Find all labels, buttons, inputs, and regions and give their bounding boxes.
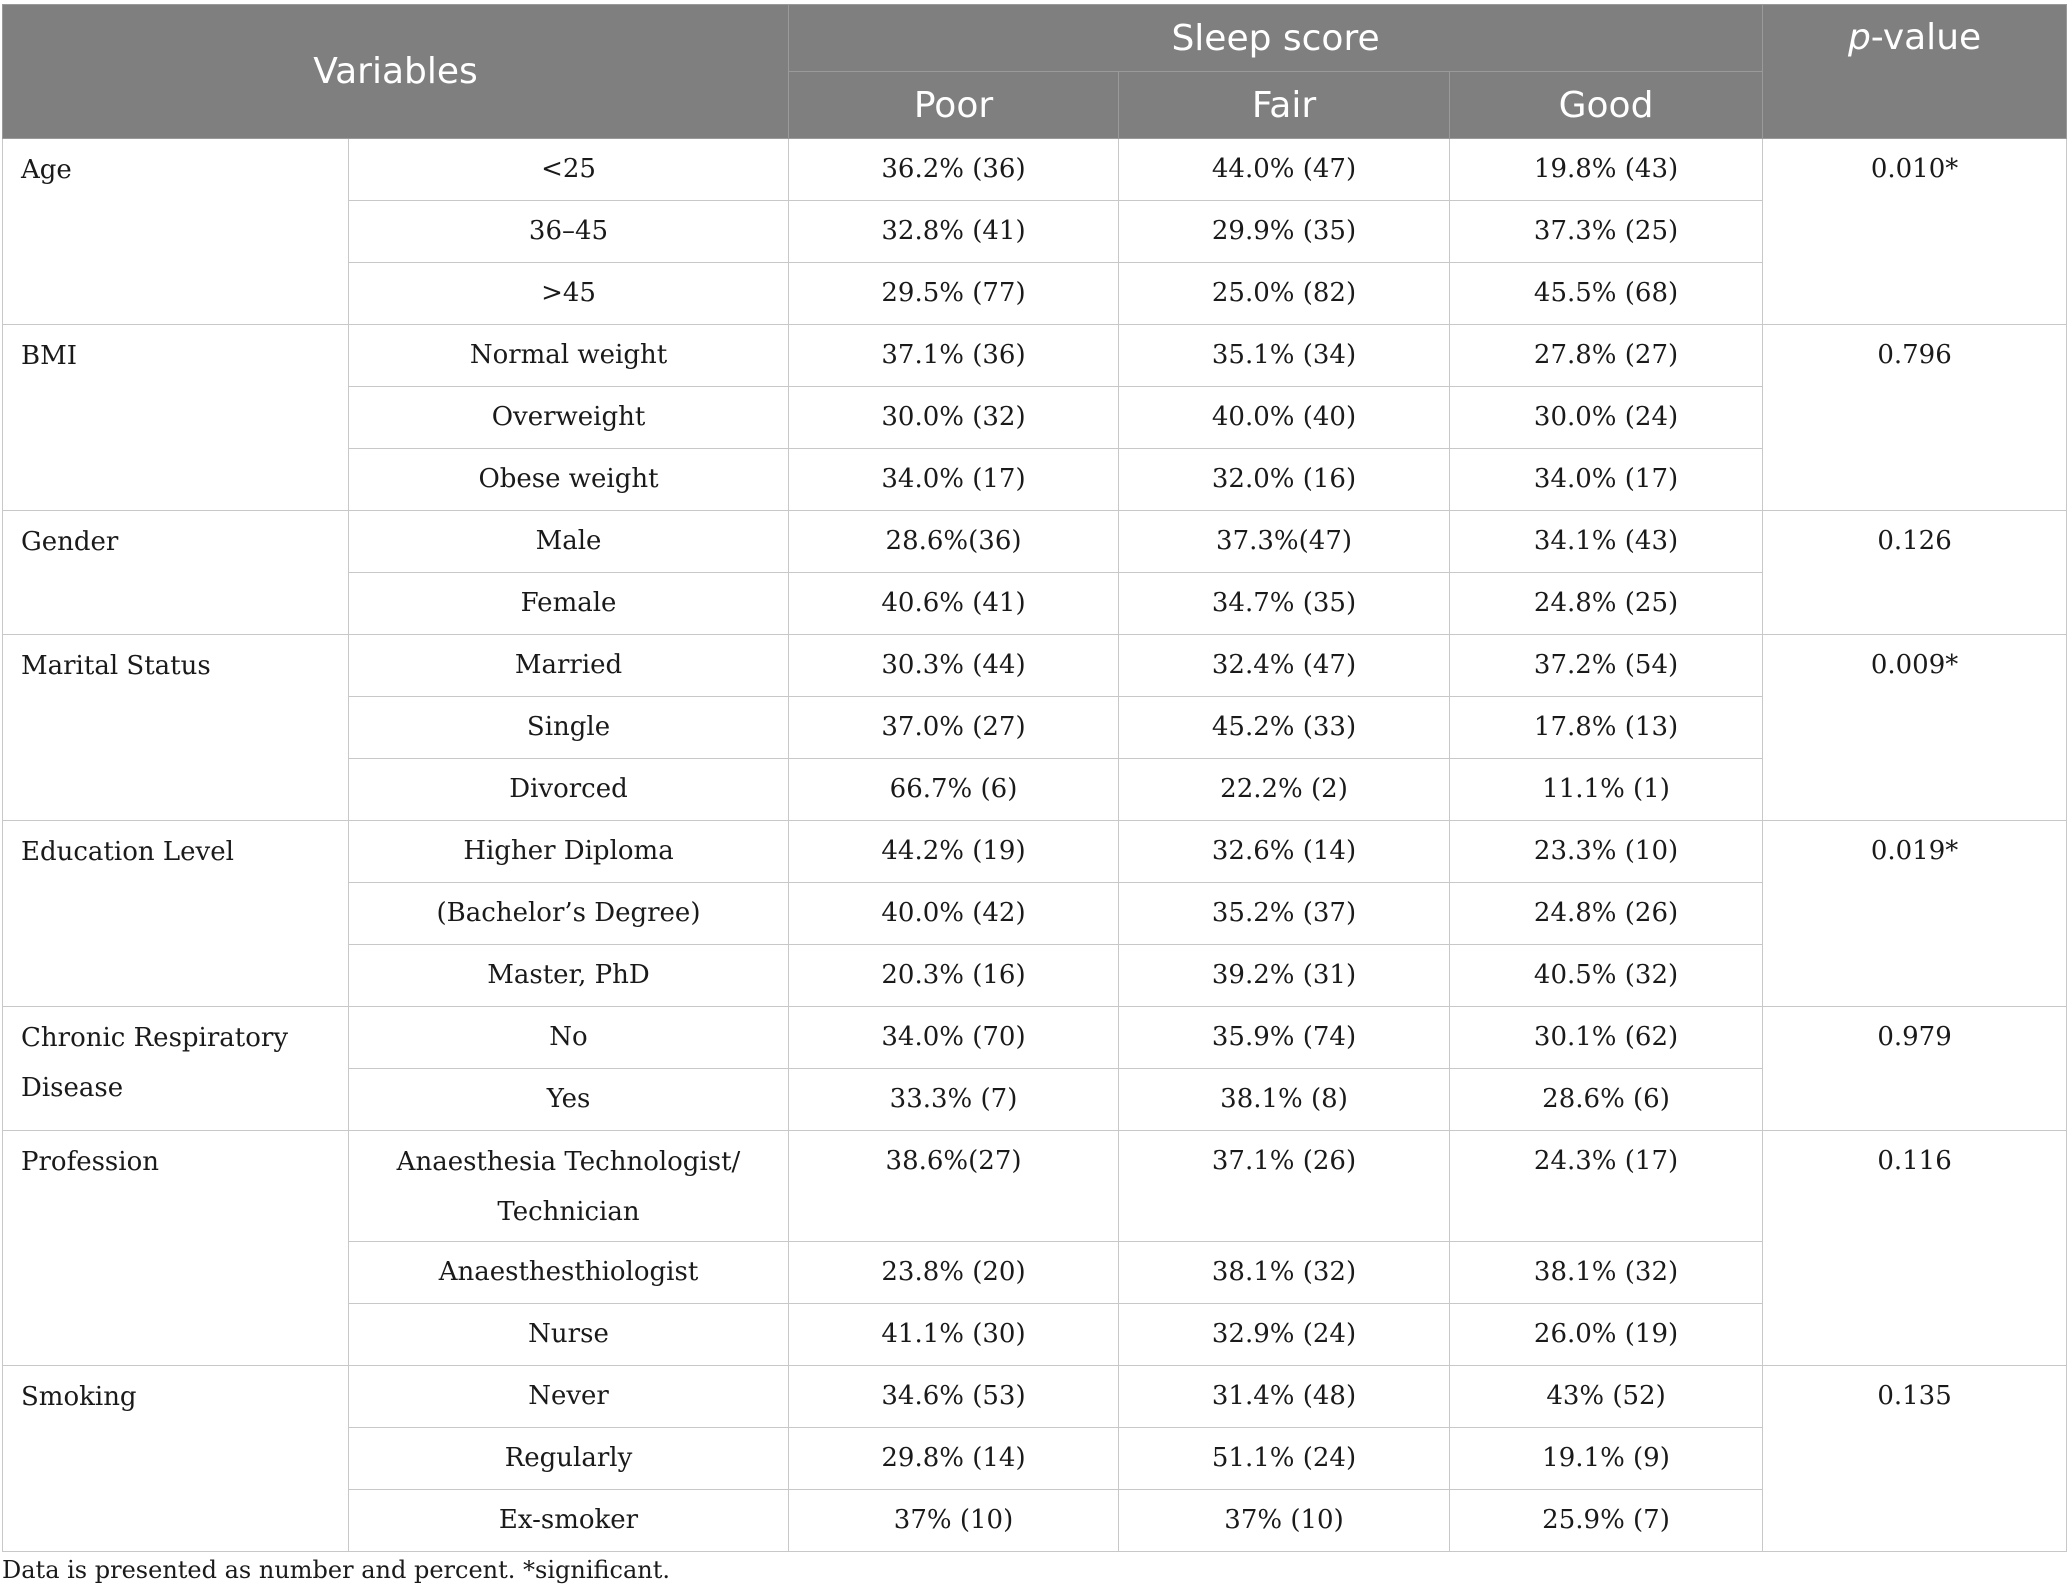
p-value-cell: 0.796 xyxy=(1763,325,2067,511)
good-cell: 30.0% (24) xyxy=(1450,387,1763,449)
good-cell: 43% (52) xyxy=(1450,1366,1763,1428)
poor-cell: 30.3% (44) xyxy=(789,635,1119,697)
fair-cell: 51.1% (24) xyxy=(1119,1428,1450,1490)
category-cell: >45 xyxy=(349,263,789,325)
category-cell: <25 xyxy=(349,139,789,201)
poor-cell: 41.1% (30) xyxy=(789,1304,1119,1366)
category-cell: 36–45 xyxy=(349,201,789,263)
table-row xyxy=(3,1007,2067,1069)
category-cell: Anaesthesthiologist xyxy=(349,1242,789,1304)
variable-cell: Marital Status xyxy=(3,635,349,821)
variable-cell: Smoking xyxy=(3,1366,349,1552)
good-cell: 11.1% (1) xyxy=(1450,759,1763,821)
header-sleep-score: Sleep score xyxy=(789,5,1763,72)
fair-cell: 32.6% (14) xyxy=(1119,821,1450,883)
poor-cell: 34.6% (53) xyxy=(789,1366,1119,1428)
fair-cell: 35.9% (74) xyxy=(1119,1007,1450,1069)
poor-cell: 40.0% (42) xyxy=(789,883,1119,945)
fair-cell: 32.0% (16) xyxy=(1119,449,1450,511)
fair-cell: 35.1% (34) xyxy=(1119,325,1450,387)
table-row xyxy=(3,139,2067,201)
poor-cell: 37.0% (27) xyxy=(789,697,1119,759)
header-poor: Poor xyxy=(789,72,1119,139)
category-cell: Divorced xyxy=(349,759,789,821)
good-cell: 28.6% (6) xyxy=(1450,1069,1763,1131)
fair-cell: 35.2% (37) xyxy=(1119,883,1450,945)
good-cell: 17.8% (13) xyxy=(1450,697,1763,759)
good-cell: 34.0% (17) xyxy=(1450,449,1763,511)
variable-cell: Education Level xyxy=(3,821,349,1007)
category-cell: Regularly xyxy=(349,1428,789,1490)
poor-cell: 34.0% (70) xyxy=(789,1007,1119,1069)
good-cell: 45.5% (68) xyxy=(1450,263,1763,325)
p-value-cell: 0.009* xyxy=(1763,635,2067,821)
fair-cell: 37.1% (26) xyxy=(1119,1131,1450,1242)
p-value-cell: 0.116 xyxy=(1763,1131,2067,1366)
good-cell: 24.8% (26) xyxy=(1450,883,1763,945)
table-footnote: Data is presented as number and percent. *significant. xyxy=(2,1556,670,1584)
category-cell: Never xyxy=(349,1366,789,1428)
poor-cell: 44.2% (19) xyxy=(789,821,1119,883)
poor-cell: 29.8% (14) xyxy=(789,1428,1119,1490)
fair-cell: 44.0% (47) xyxy=(1119,139,1450,201)
header-good: Good xyxy=(1450,72,1763,139)
poor-cell: 20.3% (16) xyxy=(789,945,1119,1007)
table-row xyxy=(3,1366,2067,1428)
good-cell: 40.5% (32) xyxy=(1450,945,1763,1007)
fair-cell: 34.7% (35) xyxy=(1119,573,1450,635)
good-cell: 19.1% (9) xyxy=(1450,1428,1763,1490)
category-cell: Ex-smoker xyxy=(349,1490,789,1552)
header-fair: Fair xyxy=(1119,72,1450,139)
header-p-value: p-value xyxy=(1763,5,2067,139)
poor-cell: 28.6%(36) xyxy=(789,511,1119,573)
fair-cell: 37.3%(47) xyxy=(1119,511,1450,573)
category-cell: Nurse xyxy=(349,1304,789,1366)
variable-cell: Gender xyxy=(3,511,349,635)
category-cell: (Bachelor’s Degree) xyxy=(349,883,789,945)
category-cell: Obese weight xyxy=(349,449,789,511)
fair-cell: 39.2% (31) xyxy=(1119,945,1450,1007)
table-row xyxy=(3,511,2067,573)
category-cell: Master, PhD xyxy=(349,945,789,1007)
poor-cell: 29.5% (77) xyxy=(789,263,1119,325)
variable-cell: Chronic Respiratory Disease xyxy=(3,1007,349,1131)
table-row xyxy=(3,635,2067,697)
fair-cell: 29.9% (35) xyxy=(1119,201,1450,263)
poor-cell: 34.0% (17) xyxy=(789,449,1119,511)
fair-cell: 31.4% (48) xyxy=(1119,1366,1450,1428)
good-cell: 26.0% (19) xyxy=(1450,1304,1763,1366)
poor-cell: 37% (10) xyxy=(789,1490,1119,1552)
good-cell: 34.1% (43) xyxy=(1450,511,1763,573)
good-cell: 38.1% (32) xyxy=(1450,1242,1763,1304)
poor-cell: 33.3% (7) xyxy=(789,1069,1119,1131)
table-row xyxy=(3,325,2067,387)
good-cell: 37.3% (25) xyxy=(1450,201,1763,263)
category-cell: Yes xyxy=(349,1069,789,1131)
category-cell: No xyxy=(349,1007,789,1069)
category-cell: Female xyxy=(349,573,789,635)
p-value-cell: 0.135 xyxy=(1763,1366,2067,1552)
variable-cell: BMI xyxy=(3,325,349,511)
category-cell: Higher Diploma xyxy=(349,821,789,883)
poor-cell: 38.6%(27) xyxy=(789,1131,1119,1242)
fair-cell: 25.0% (82) xyxy=(1119,263,1450,325)
category-cell: Male xyxy=(349,511,789,573)
poor-cell: 32.8% (41) xyxy=(789,201,1119,263)
p-value-cell: 0.010* xyxy=(1763,139,2067,325)
fair-cell: 38.1% (8) xyxy=(1119,1069,1450,1131)
good-cell: 30.1% (62) xyxy=(1450,1007,1763,1069)
p-value-cell: 0.019* xyxy=(1763,821,2067,1007)
variable-cell: Age xyxy=(3,139,349,325)
category-cell: Anaesthesia Technologist/ Technician xyxy=(349,1131,789,1242)
poor-cell: 40.6% (41) xyxy=(789,573,1119,635)
variable-cell: Profession xyxy=(3,1131,349,1366)
table-body xyxy=(3,139,2067,1552)
category-cell: Normal weight xyxy=(349,325,789,387)
fair-cell: 32.4% (47) xyxy=(1119,635,1450,697)
fair-cell: 40.0% (40) xyxy=(1119,387,1450,449)
good-cell: 24.8% (25) xyxy=(1450,573,1763,635)
good-cell: 23.3% (10) xyxy=(1450,821,1763,883)
fair-cell: 38.1% (32) xyxy=(1119,1242,1450,1304)
table-row xyxy=(3,1131,2067,1242)
poor-cell: 30.0% (32) xyxy=(789,387,1119,449)
fair-cell: 32.9% (24) xyxy=(1119,1304,1450,1366)
p-value-cell: 0.979 xyxy=(1763,1007,2067,1131)
poor-cell: 37.1% (36) xyxy=(789,325,1119,387)
p-value-cell: 0.126 xyxy=(1763,511,2067,635)
good-cell: 25.9% (7) xyxy=(1450,1490,1763,1552)
fair-cell: 22.2% (2) xyxy=(1119,759,1450,821)
fair-cell: 45.2% (33) xyxy=(1119,697,1450,759)
fair-cell: 37% (10) xyxy=(1119,1490,1450,1552)
good-cell: 37.2% (54) xyxy=(1450,635,1763,697)
poor-cell: 36.2% (36) xyxy=(789,139,1119,201)
sleep-score-table xyxy=(2,4,2067,1552)
table-row xyxy=(3,821,2067,883)
good-cell: 19.8% (43) xyxy=(1450,139,1763,201)
good-cell: 24.3% (17) xyxy=(1450,1131,1763,1242)
poor-cell: 23.8% (20) xyxy=(789,1242,1119,1304)
category-cell: Single xyxy=(349,697,789,759)
category-cell: Overweight xyxy=(349,387,789,449)
header-variables: Variables xyxy=(3,5,789,139)
poor-cell: 66.7% (6) xyxy=(789,759,1119,821)
good-cell: 27.8% (27) xyxy=(1450,325,1763,387)
category-cell: Married xyxy=(349,635,789,697)
